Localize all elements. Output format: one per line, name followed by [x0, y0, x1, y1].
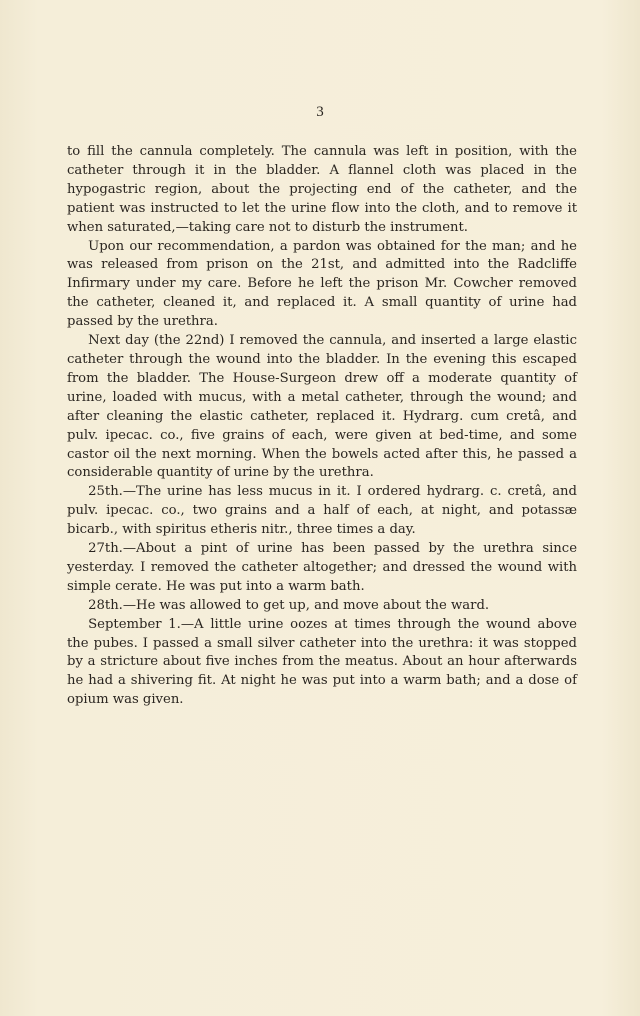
paragraph-25th: 25th.—The urine has less mucus in it. I ordered hydrarg. c. cretâ, and pulv. ipecac. co., two grains and a half of each, at night, and potassæ bicarb., with spiritus etheris nitr., three times a day.	[67, 484, 577, 538]
paragraph-september-1: September 1.—A little urine oozes at times through the wound above the pubes. I passed a small silver catheter into the urethra: it was stopped by a stricture about five inches from the meatus. About an hour afterwards he had a shivering fit. At night he was put into a warm bath; and a dose of opium was given.	[67, 616, 577, 708]
page-number: 3	[316, 104, 324, 120]
body-text	[67, 143, 577, 710]
paragraph-pardon: Upon our recommendation, a pardon was obtained for the man; and he was released from prison on the 21st, and admitted into the Radcliffe Infirmary under my care. Before he left the prison Mr. Cowcher removed the catheter, cleaned it, and replaced it. A small quantity of urine had passed by the urethra.	[67, 238, 577, 330]
paragraph-22nd: Next day (the 22nd) I removed the cannula, and inserted a large elastic catheter through the wound into the bladder. In the evening this escaped from the bladder. The House-Surgeon drew off a moderate quantity of urine, loaded with mucus, with a metal catheter, through the wound; and after cleaning the elastic catheter, replaced it. Hydrarg. cum cretâ, and pulv. ipecac. co., five grains of each, were given at bed-time, and some castor oil the next morning. When the bowels acted after this, he passed a considerable quantity of urine by the urethra.	[67, 333, 577, 481]
paragraph-28th: 28th.—He was allowed to get up, and move about the ward.	[88, 597, 490, 613]
paragraph-27th: 27th.—About a pint of urine has been passed by the urethra since yesterday. I removed the catheter altogether; and dressed the wound with simple cerate. He was put into a warm bath.	[67, 541, 577, 594]
paragraph-continuation: to fill the cannula completely. The cannula was left in position, with the catheter through it in the bladder. A flannel cloth was placed in the hypogastric region, about the projecting end of the catheter, and the patient was instructed to let the urine flow into the cloth, and to remove it when saturated,—taking care not to disturb the instrument.	[67, 144, 577, 235]
